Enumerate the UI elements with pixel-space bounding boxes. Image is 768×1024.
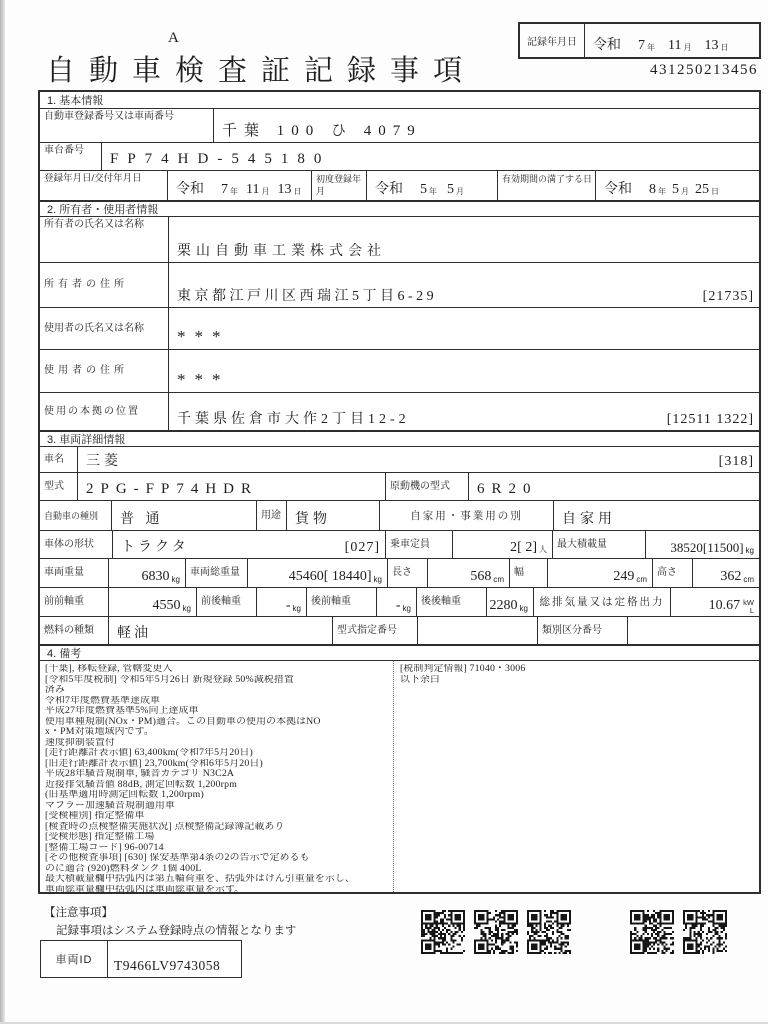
- user-address-label: 使用者の住所: [44, 365, 128, 376]
- row-registration-number: [40, 108, 759, 142]
- remark-line: [税制判定情報] 71040・3006: [400, 664, 526, 674]
- axle-rf-label: 後前軸重: [311, 596, 351, 607]
- expiry-label: 有効期間の満了する日: [502, 174, 593, 184]
- remark-line: 使用車種規制(NOx・PM)適合。この自動車の使用の本拠はNO: [45, 716, 321, 727]
- remark-line: [検査時の点検整備実施状況] 点検整備記録簿記載あり: [45, 821, 285, 832]
- category-label: 自動車の種別: [44, 510, 99, 521]
- vehicle-name-code: [318]: [718, 454, 754, 469]
- fuel-label: 燃料の種類: [44, 624, 94, 636]
- remarks-box: [40, 660, 759, 895]
- row-base-location: [40, 392, 759, 430]
- row-category-use: [40, 500, 759, 530]
- category-value: 普 通: [111, 501, 256, 530]
- doc-number: 431250213456: [650, 62, 758, 78]
- axle-fr-value: - kg: [256, 588, 306, 616]
- section-basic-heading: 1. 基本情報: [47, 95, 104, 107]
- remark-line: [受検形態] 指定整備工場: [45, 832, 155, 842]
- body-shape-value: トラクタ [027]: [112, 531, 385, 558]
- chassis-value: FP74HD-545180: [101, 143, 759, 170]
- reg-date-label: 登録年月日/交付年月日: [44, 173, 142, 184]
- row-body-capacity-load: [40, 530, 759, 558]
- row-vehicle-name: [40, 446, 759, 472]
- class-number-value: [627, 617, 759, 644]
- chassis-label: 車台番号: [44, 145, 84, 156]
- record-date-box: [518, 22, 761, 59]
- vehicle-id-value: T9466LV9743058: [114, 958, 221, 973]
- remark-line: 以下余白: [400, 674, 440, 685]
- reg-number-label: 自動車登録番号又は車両番号: [44, 111, 174, 122]
- class-number-label: 類別区分番号: [542, 624, 602, 636]
- record-date-label: 記録年月日: [520, 24, 585, 57]
- type-designation-label: 型式指定番号: [337, 624, 397, 636]
- remark-line: (旧基準適用時測定回転数 1,200rpm): [45, 790, 204, 800]
- axle-ff-label: 前前軸重: [44, 596, 84, 607]
- use-label: 用途: [261, 509, 281, 521]
- qr-code: [527, 910, 571, 954]
- qr-code: [630, 910, 674, 954]
- remark-line: x・PM対策地域内です。: [45, 727, 154, 737]
- remark-line: 速度抑制装置付: [45, 737, 115, 748]
- remark-line: 車両総重量欄中括弧内は車両総重量を示す。: [45, 884, 245, 895]
- axle-ff-value: 4550 kg: [108, 588, 196, 616]
- row-axle-weights: [40, 587, 759, 616]
- record-date-value: [585, 24, 759, 57]
- use-value: 貨物: [286, 501, 379, 530]
- length-label: 長さ: [392, 567, 412, 578]
- private-business-label: 自家用・事業用の別: [410, 509, 523, 522]
- model-value: 2PG-FP74HDR: [77, 473, 385, 500]
- remark-line: [その他検査事項] [630] 保安基準第4条の2の告示で定めるも: [45, 853, 310, 863]
- base-location-value: 千葉県佐倉市大作2丁目12-2 [12511 1322]: [168, 393, 759, 430]
- notice-heading: 【注意事項】: [44, 907, 113, 919]
- scan-edge-left: [0, 0, 5, 1024]
- expiry-value: 令和 8 年 5 月 25 日: [595, 171, 759, 200]
- width-label: 幅: [514, 567, 524, 578]
- remark-line: 平成27年度燃費基準5%向上達成車: [45, 706, 199, 716]
- notice-text: 記録事項はシステム登録時点の情報となります: [56, 925, 297, 937]
- axle-rr-value: 2280 kg: [486, 588, 533, 616]
- base-location-label: 使用の本拠の位置: [44, 405, 140, 417]
- remark-line: [令和5年度税制] 令和5年5月26日 新規登録 50%減税措置: [45, 674, 294, 685]
- width-value: 249 cm: [547, 559, 652, 587]
- remark-line: [走行距離計表示値] 63,400km(令和7年5月20日): [45, 748, 253, 758]
- page-title: 自動車検査証記録事項: [46, 55, 477, 87]
- row-user-address: [40, 349, 759, 392]
- remarks-left-column: [40, 661, 394, 895]
- qr-code: [683, 910, 727, 954]
- row-chassis-number: [40, 142, 759, 170]
- remark-line: マフラー加速騒音規制適用車: [45, 800, 175, 811]
- row-fuel-type: [40, 616, 759, 644]
- vehicle-id-box: [40, 940, 242, 978]
- body-shape-label: 車体の形状: [44, 538, 94, 550]
- row-weights-dimensions: [40, 558, 759, 587]
- body-shape-code: [027]: [344, 540, 380, 555]
- capacity-label: 乗車定員: [390, 538, 430, 550]
- model-label: 型式: [44, 480, 64, 492]
- remark-line: 最大積載量欄中括弧内は第五輪荷重を、括弧外はけん引重量を示し、: [45, 874, 355, 884]
- remark-line: 済み: [45, 685, 65, 695]
- remark-line: のに適合 (920)燃料タンク 1個 400L: [45, 863, 202, 874]
- first-reg-label: 初度登録年月: [316, 174, 362, 196]
- engine-model-value: 6R20: [468, 473, 759, 500]
- row-model: [40, 472, 759, 500]
- fuel-value: 軽油: [108, 617, 332, 644]
- remark-line: 令和7年度燃費基準達成車: [45, 695, 161, 706]
- type-designation-value: [417, 617, 537, 644]
- row-owner-address: [40, 262, 759, 307]
- reg-date-value: 令和 7 年 11 月 13 日: [167, 171, 311, 200]
- axle-rr-label: 後後軸重: [421, 596, 461, 607]
- vehicle-name-label: 車名: [44, 453, 64, 465]
- row-owner-name: [40, 216, 759, 262]
- remarks-right-column: [394, 661, 759, 892]
- record-date-year: 7 年: [638, 38, 655, 53]
- base-location-code: [12511 1322]: [666, 412, 754, 427]
- axle-rf-value: - kg: [376, 588, 416, 616]
- first-reg-value: 令和 5 年 5 月: [366, 171, 497, 200]
- weight-value: 6830 kg: [108, 559, 185, 587]
- weight-label: 車両重量: [44, 567, 84, 578]
- max-load-label: 最大積載量: [557, 538, 607, 550]
- row-dates: [40, 170, 759, 200]
- vehicle-id-label: 車両ID: [41, 941, 108, 977]
- record-date-day: 13 日: [704, 38, 729, 53]
- user-name-label: 使用者の氏名又は名称: [44, 322, 144, 334]
- record-date-month: 11 月: [668, 38, 692, 53]
- row-user-name: [40, 307, 759, 349]
- section-owner-heading: 2. 所有者・使用者情報: [40, 200, 759, 216]
- capacity-value: 2[ 2] 人: [452, 531, 552, 558]
- private-business-value: 自家用: [553, 501, 759, 530]
- engine-model-label: 原動機の型式: [390, 480, 450, 492]
- displacement-value: 10.67 kW L: [670, 588, 759, 616]
- user-name-value: ***: [168, 308, 759, 349]
- qr-code: [474, 910, 518, 954]
- record-date-era: 令和: [593, 38, 621, 53]
- owner-address-value: 東京都江戸川区西瑞江5丁目6-29 [21735]: [168, 263, 759, 307]
- length-value: 568 cm: [427, 559, 509, 587]
- displacement-label: 総排気量又は定格出力: [539, 596, 665, 608]
- document-table: [38, 90, 761, 894]
- gross-weight-label: 車両総重量: [190, 567, 240, 578]
- owner-address-code: [21735]: [702, 289, 754, 304]
- vehicle-name-value: 三菱 [318]: [77, 447, 759, 472]
- reg-number-value: 千葉 100 ひ 4079: [213, 109, 759, 142]
- remark-line: [整備工場コード] 96-00714: [45, 842, 164, 853]
- owner-name-value: 栗山自動車工業株式会社: [168, 217, 759, 262]
- qr-code: [421, 910, 465, 954]
- height-value: 362 cm: [692, 559, 759, 587]
- remark-line: [旧走行距離計表示値] 23,700km(令和6年5月20日): [45, 758, 263, 769]
- remark-line: 平成28年騒音規制車, 騒音カテゴリ N3C2A: [45, 769, 235, 779]
- max-load-value: 38520[11500] kg: [645, 531, 759, 558]
- doc-class-mark: A: [168, 30, 179, 46]
- remark-line: 近接排気騒音値 88dB, 測定回転数 1,200rpm: [45, 779, 238, 790]
- height-label: 高さ: [657, 567, 677, 578]
- user-address-value: ***: [168, 350, 759, 392]
- owner-name-label: 所有者の氏名又は名称: [44, 219, 144, 230]
- remark-line: [千葉], 移転登録, 管轄変更入: [45, 664, 173, 674]
- owner-address-label: 所有者の住所: [44, 279, 128, 290]
- section-remarks-heading: 4. 備考: [40, 644, 759, 660]
- section-vehicle-heading: 3. 車両詳細情報: [40, 430, 759, 446]
- remark-line: [受検種別] 指定整備車: [45, 811, 145, 821]
- axle-fr-label: 前後軸重: [201, 596, 241, 607]
- gross-weight-value: 45460[ 18440] kg: [247, 559, 387, 587]
